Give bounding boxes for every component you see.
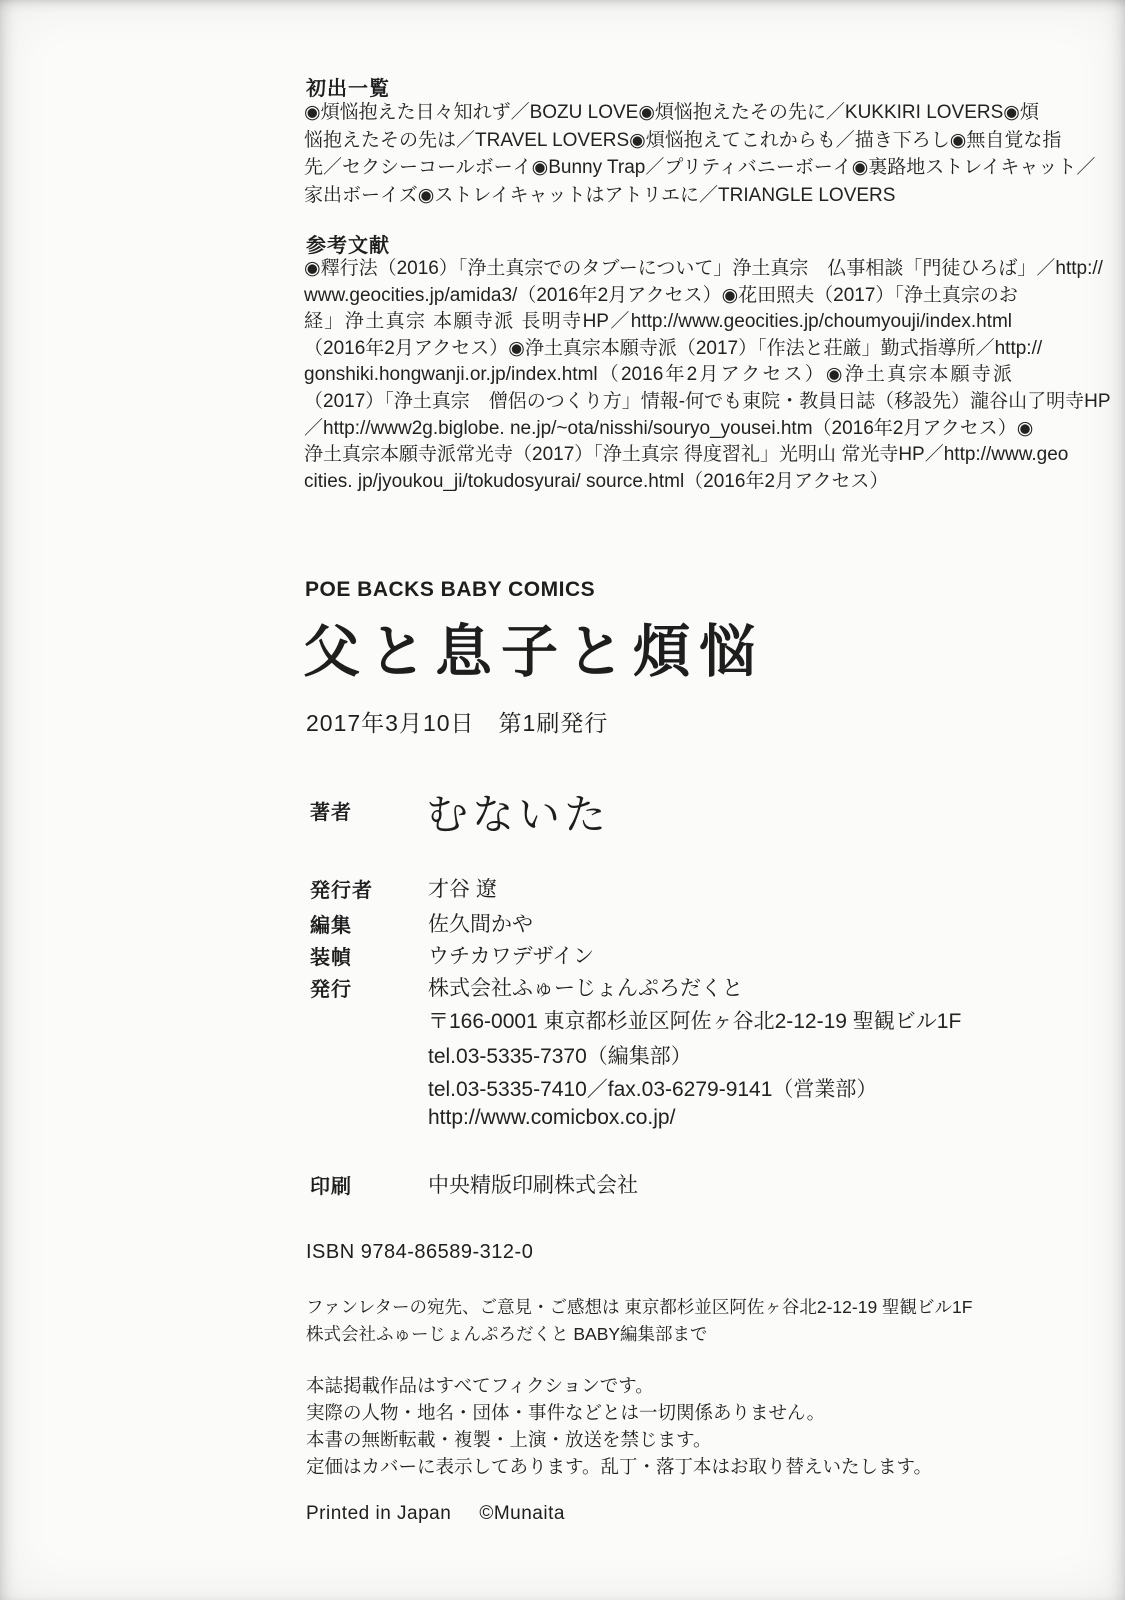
printer-label: 印刷 (310, 1176, 352, 1198)
text-line: ファンレターの宛先、ご意見・ご感想は 東京都杉並区阿佐ヶ谷北2-12-19 聖観ビル1F (306, 1297, 973, 1317)
publisher-address: 〒166-0001 東京都杉並区阿佐ヶ谷北2-12-19 聖観ビル1F (428, 1010, 962, 1033)
text-line: gonshiki.hongwanji.or.jp/index.html（2016年2月アクセス）◉浄土真宗本願寺派 (304, 364, 1012, 386)
publisher-person-label: 発行者 (310, 880, 373, 902)
printer-company: 中央精版印刷株式会社 (428, 1174, 638, 1197)
footer-line (306, 1503, 565, 1525)
text-line: 浄土真宗本願寺派常光寺（2017）「浄土真宗 得度習礼」光明山 常光寺HP／http://www.geo (304, 444, 1069, 466)
text-line: 家出ボーイズ◉ストレイキャットはアトリエに／TRIANGLE LOVERS (304, 184, 896, 206)
legal-notices (306, 1372, 932, 1480)
text-line: 実際の人物・地名・団体・事件などとは一切関係ありません。 (306, 1402, 826, 1423)
author-label: 著者 (310, 802, 352, 824)
publishing-label: 発行 (310, 979, 352, 1001)
text-line: 悩抱えたその先は／TRAVEL LOVERS◉煩悩抱えてこれからも／描き下ろし◉無自覚な指 (304, 129, 1062, 151)
author-name: むないた (426, 791, 611, 838)
text-line: （2016年2月アクセス）◉浄土真宗本願寺派（2017）「作法と荘厳」勤式指導所／http:// (304, 337, 1043, 359)
text-line: 定価はカバーに表示してあります。乱丁・落丁本はお取り替えいたします。 (306, 1456, 933, 1477)
publishing-company: 株式会社ふゅーじょんぷろだくと (428, 977, 743, 1000)
design-label: 装幀 (310, 947, 352, 969)
design-name: ウチカワデザイン (428, 945, 595, 968)
fan-letter-info (306, 1294, 972, 1348)
publisher-url: http://www.comicbox.co.jp/ (428, 1106, 676, 1129)
text-line: 本書の無断転載・複製・上演・放送を禁じます。 (306, 1429, 712, 1450)
first-publication-list (304, 99, 1096, 209)
publisher-tel-sales: tel.03-5335-7410／fax.03-6279-9141（営業部） (428, 1078, 878, 1101)
references-heading: 参考文献 (306, 235, 390, 257)
edition-date: 2017年3月10日 第1刷発行 (306, 710, 609, 736)
editor-label: 編集 (310, 915, 352, 937)
text-line: 本誌掲載作品はすべてフィクションです。 (306, 1375, 654, 1396)
editor-name: 佐久間かや (428, 913, 533, 936)
text-line: www.geocities.jp/amida3/（2016年2月アクセス）◉花田照夫（2017）「浄土真宗のお (304, 284, 1018, 306)
text-line: ◉煩悩抱えた日々知れず／BOZU LOVE◉煩悩抱えたその先に／KUKKIRI LOVERS◉煩 (304, 102, 1039, 123)
imprint-label: POE BACKS BABY COMICS (305, 578, 596, 601)
copyright: ©Munaita (479, 1503, 565, 1524)
text-line: （2017）「浄土真宗 僧侶のつくり方」情報-何でも東院・教員日誌（移設先）瀧谷山了明寺HP (304, 390, 1111, 412)
text-line: cities. jp/jyoukou_ji/tokudosyurai/ source.html（2016年2月アクセス） (304, 470, 889, 492)
text-line: 先／セクシーコールボーイ◉Bunny Trap／プリティバニーボーイ◉裏路地ストレイキャット／ (304, 157, 1096, 178)
printed-in-japan: Printed in Japan (306, 1503, 452, 1524)
text-line: 経」浄土真宗 本願寺派 長明寺HP／http://www.geocities.jp/choumyouji/index.html (304, 311, 1012, 333)
text-line: 株式会社ふゅーじょんぷろだくと BABY編集部まで (306, 1324, 708, 1344)
isbn: ISBN 9784-86589-312-0 (306, 1241, 534, 1263)
text-line: ◉釋行法（2016）「浄土真宗でのタブーについて」浄土真宗 仏事相談「門徒ひろば」／http:// (304, 258, 1103, 279)
references-list (304, 256, 1111, 495)
first-publication-heading: 初出一覧 (306, 78, 390, 100)
text-line: ／http://www2g.biglobe. ne.jp/~ota/nisshi/souryo_yousei.htm（2016年2月アクセス）◉ (304, 417, 1034, 439)
book-title: 父と息子と煩悩 (303, 620, 765, 684)
publisher-tel-editorial: tel.03-5335-7370（編集部） (428, 1045, 692, 1068)
publisher-person-name: 才谷 遼 (428, 878, 497, 901)
